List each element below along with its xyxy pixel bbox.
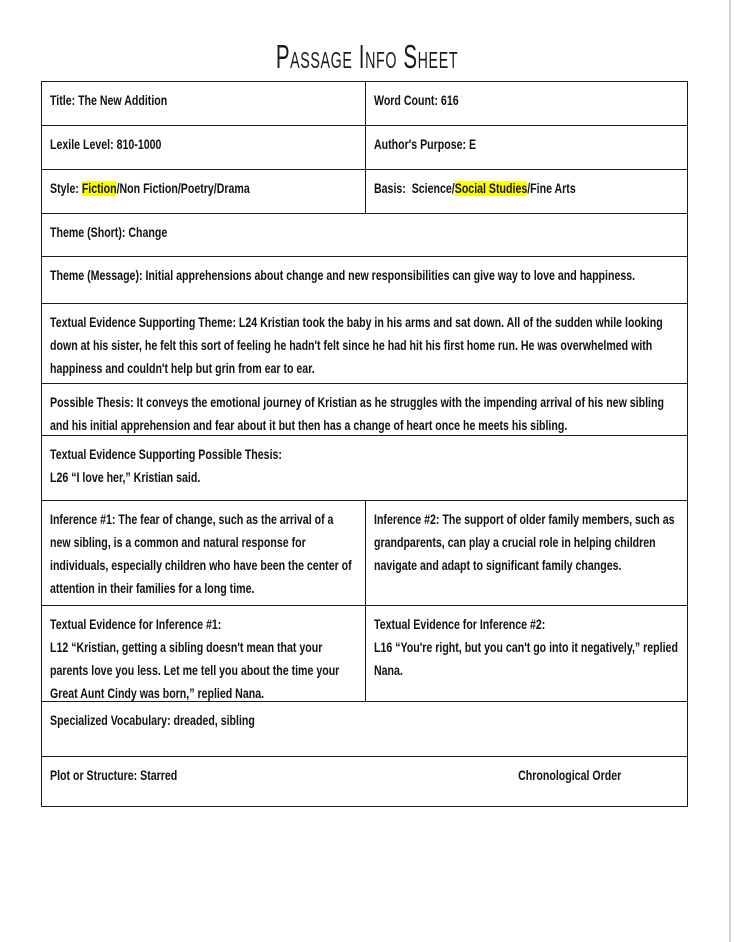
row-theme-message bbox=[42, 257, 687, 304]
row-inferences bbox=[42, 501, 687, 606]
row-theme-short bbox=[42, 214, 687, 257]
evidence-inference-2-quote: L16 “You're right, but you can't go into it negatively,” replied Nana. bbox=[374, 640, 678, 678]
theme-short-value: Theme (Short): Change bbox=[50, 225, 168, 240]
theme-message-cell bbox=[42, 257, 687, 303]
evidence-theme-cell bbox=[42, 304, 687, 383]
inference-2-cell bbox=[366, 501, 687, 605]
row-evidence-theme bbox=[42, 304, 687, 384]
style-prefix: Style: bbox=[50, 181, 82, 196]
inference-2-value: Inference #2: The support of older family members, such as grandparents, can play a crucial role in helping children navigate and adapt to significant family changes. bbox=[374, 512, 675, 573]
theme-short-cell bbox=[42, 214, 687, 256]
theme-message-value: Theme (Message): Initial apprehensions about change and new responsibilities can give way to love and happiness. bbox=[50, 268, 636, 283]
passage-info-table bbox=[41, 81, 688, 807]
basis-cell bbox=[366, 170, 687, 213]
style-highlighted-choice: Fiction bbox=[81, 181, 117, 196]
authors-purpose-value: Author's Purpose: E bbox=[374, 137, 477, 152]
word-count-cell bbox=[366, 82, 687, 125]
inference-1-cell bbox=[42, 501, 366, 605]
page-edge-line bbox=[729, 0, 731, 942]
plot-structure-cell bbox=[42, 757, 687, 806]
plot-order-value: Chronological Order bbox=[518, 768, 622, 783]
plot-structure-value: Plot or Structure: Starred bbox=[50, 768, 178, 783]
page-header bbox=[0, 38, 735, 76]
vocabulary-value: Specialized Vocabulary: dreaded, sibling bbox=[50, 713, 255, 728]
evidence-thesis-quote: L26 “I love her,” Kristian said. bbox=[50, 470, 201, 485]
row-vocabulary bbox=[42, 702, 687, 757]
evidence-inference-1-quote: L12 “Kristian, getting a sibling doesn't mean that your parents love you less. Let me tell you about the time your Great Aunt Cindy was born,” replied Nana. bbox=[50, 640, 340, 701]
evidence-theme-value: Textual Evidence Supporting Theme: L24 Kristian took the baby in his arms and sat down. All of the sudden while looking down at his sister, he felt this sort of feeling he hadn't felt since he had hit his first home run. He was overwhelmed with happiness and couldn't help but grin from ear to ear. bbox=[50, 315, 663, 376]
basis-suffix: /Fine Arts bbox=[527, 181, 576, 196]
evidence-inference-1-label: Textual Evidence for Inference #1: bbox=[50, 617, 222, 632]
title-cell bbox=[42, 82, 366, 125]
style-suffix: /Non Fiction/Poetry/Drama bbox=[116, 181, 250, 196]
title-value: Title: The New Addition bbox=[50, 93, 168, 108]
row-style-basis bbox=[42, 170, 687, 214]
evidence-inference-1-cell bbox=[42, 606, 366, 701]
evidence-inference-2-label: Textual Evidence for Inference #2: bbox=[374, 617, 546, 632]
inference-1-value: Inference #1: The fear of change, such as the arrival of a new sibling, is a common and natural response for individuals, especially children who have been the center of attention in their families for a long time. bbox=[50, 512, 352, 596]
row-lexile-purpose bbox=[42, 126, 687, 170]
row-evidence-thesis bbox=[42, 436, 687, 501]
page-title: Passage Info Sheet bbox=[276, 38, 459, 75]
word-count-value: Word Count: 616 bbox=[374, 93, 459, 108]
vocabulary-cell bbox=[42, 702, 687, 756]
lexile-level-cell bbox=[42, 126, 366, 169]
basis-prefix: Basis: Science/ bbox=[374, 181, 455, 196]
row-evidence-inferences bbox=[42, 606, 687, 702]
lexile-level-value: Lexile Level: 810-1000 bbox=[50, 137, 162, 152]
row-title-wordcount bbox=[42, 82, 687, 126]
basis-highlighted-choice: Social Studies bbox=[454, 181, 528, 196]
evidence-thesis-cell bbox=[42, 436, 687, 500]
possible-thesis-value: Possible Thesis: It conveys the emotional journey of Kristian as he struggles with the impending arrival of his new sibling and his initial apprehension and fear about it but then has a change of heart once he meets his sibling. bbox=[50, 395, 664, 433]
possible-thesis-cell bbox=[42, 384, 687, 435]
evidence-inference-2-cell bbox=[366, 606, 687, 701]
row-possible-thesis bbox=[42, 384, 687, 436]
authors-purpose-cell bbox=[366, 126, 687, 169]
row-plot-structure bbox=[42, 757, 687, 806]
evidence-thesis-label: Textual Evidence Supporting Possible Thesis: bbox=[50, 447, 282, 462]
style-cell bbox=[42, 170, 366, 213]
